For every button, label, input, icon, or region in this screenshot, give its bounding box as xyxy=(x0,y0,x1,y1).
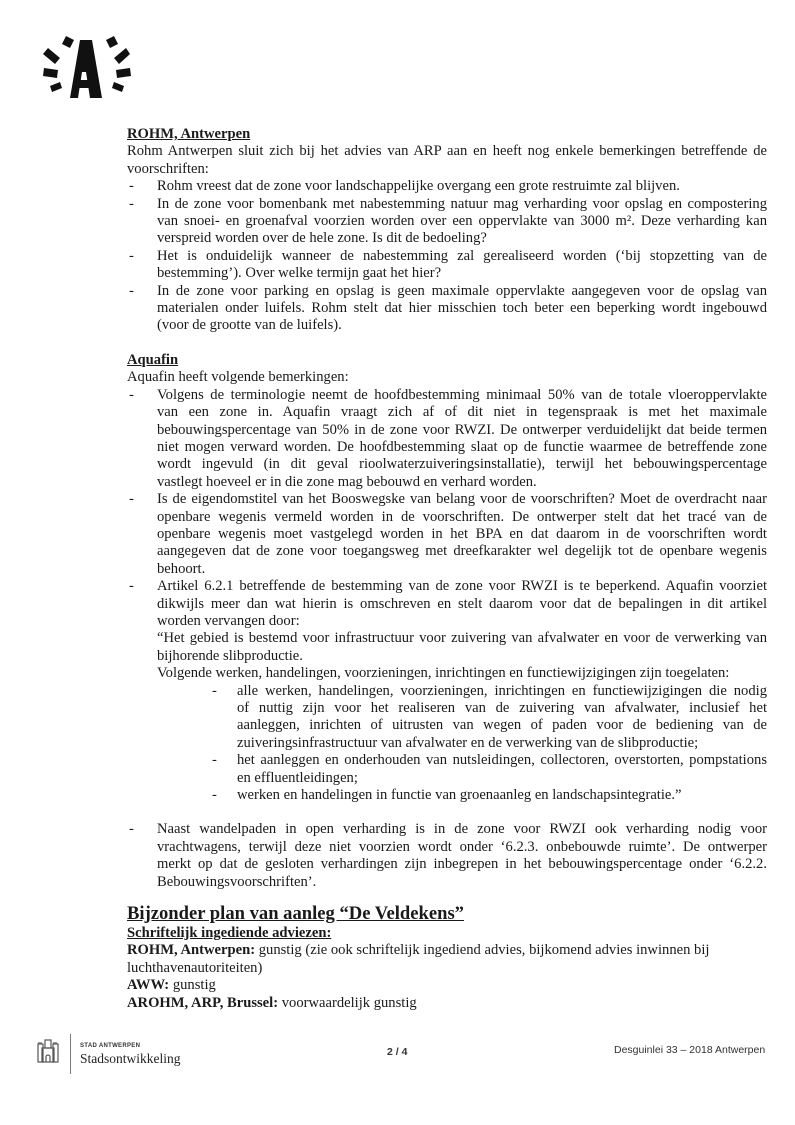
subbullet-line: en effluentleidingen; xyxy=(237,769,358,786)
bullet-line: Is de eigendomstitel van het Booswegske van belang voor de voorschriften? Moet de overdracht naar xyxy=(157,491,767,508)
rohm-intro-line: Rohm Antwerpen sluit zich bij het advies van ARP aan en heeft nog enkele bemerkingen betreffende de xyxy=(127,143,767,160)
bullet-line: Volgens de terminologie neemt de hoofdbestemming minimaal 50% van de totale vloeroppervlakte xyxy=(157,386,767,403)
bullet-line: merkt op dat de gesloten verhardingen zijn inbegrepen in het bebouwingspercentage onder ‘6.2.2. xyxy=(157,856,767,873)
advice-rohm-cont: luchthavenautoriteiten) xyxy=(127,959,263,976)
rohm-bullet: - In de zone voor bomenbank met nabestemming natuur mag verharding voor opslag en compostering van snoei- en groenafval voorzien worden over een oppervlakte van 3000 m². Deze verharding kan verspreid worden over de hele zone. Is dit de bedoeling? xyxy=(129,195,767,247)
bullet-line: niet mogen verward worden. De hoofdbestemming slaat op de functie waarmee de betreffende zone xyxy=(157,438,767,455)
aquafin-bullet: - Naast wandelpaden in open verharding is in de zone voor RWZI ook verharding nodig voor vrachtwagens, terwijl deze niet voorzien wordt onder ‘6.2.3. onbebouwde ruimte’. De ontwerper merkt op dat de gesloten verhardingen zijn inbegrepen in het bebouwingspercentage onder ‘6.2.2. Bebouwingsvoorschriften’. xyxy=(129,821,767,890)
rohm-bullet: - In de zone voor parking en opslag is geen maximale oppervlakte aangegeven voor de opslag van materialen onder luifels. Rohm stelt dat hier misschien toch beter een beperking wordt ingebouwd (voor de grootte van de luifels). xyxy=(129,282,767,334)
rohm-heading: ROHM, Antwerpen xyxy=(127,126,251,142)
bullet-line: van snoei- en groenafval voorzien worden over een oppervlakte van 3000 m². Deze verharding kan xyxy=(157,213,767,230)
plan-title: Bijzonder plan van aanleg “De Veldekens” xyxy=(127,903,464,925)
advice-arohm xyxy=(127,995,767,1012)
advice-value: gunstig xyxy=(169,977,216,994)
aquafin-bullet: - Artikel 6.2.1 betreffende de bestemming van de zone voor RWZI is te beperkend. Aquafin voorziet dikwijls meer dan wat hierin is omschreven en stelt daarom voor dat de bepalingen in dit artikel worden vervangen door: “Het gebied is bestemd voor infrastructuur voor zuivering van afvalwater en voor de verwerking van bijhorende slibproductie. Volgende werken, handelingen, voorzieningen, inrichtingen en functiewijzigingen zijn toegelaten: xyxy=(129,578,767,682)
bullet-line: bestemming’). Over welke termijn gaat het hier? xyxy=(157,265,442,282)
aquafin-subbullet: - alle werken, handelingen, voorzieningen, inrichtingen en functiewijzigingen die nodig of nuttig zijn voor het realiseren van de zuivering van afvalwater, inclusief het aanleggen, inrichten of uitrusten van wegen of paden voor de bediening van de zuiveringsinfrastructuur van afvalwater en de verwerking van de slibproductie; xyxy=(212,682,767,751)
bullet-line: “Het gebied is bestemd voor infrastructuur voor zuivering van afvalwater en voor de verwerking van xyxy=(157,630,767,647)
bullet-line: bebouwingspercentage van 50% in de zone voor RWZI. De ontwerper verduidelijkt dat beide termen xyxy=(157,421,767,438)
bullet-line: vastlegt hoeveel er in die zone mag bebouwd en verhard worden. xyxy=(157,473,537,490)
advice-rohm xyxy=(127,942,767,959)
aquafin-intro: Aquafin heeft volgende bemerkingen: xyxy=(127,369,349,386)
advice-value: voorwaardelijk gunstig xyxy=(278,994,417,1011)
bullet-line: worden vervangen door: xyxy=(157,612,300,629)
bullet-line: Het is onduidelijk wanneer de nabestemming zal gerealiseerd worden (‘bij stopzetting van de xyxy=(157,247,767,264)
antwerpen-logo-icon xyxy=(26,30,138,100)
advice-value: gunstig (zie ook schriftelijk ingediend advies, bijkomend advies inwinnen bij xyxy=(255,942,710,959)
footer-address: Desguinlei 33 – 2018 Antwerpen xyxy=(614,1044,766,1056)
bullet-line: wordt ingevuld (in dit geval rioolwaterzuiveringsinstallatie), terwijl het bebouwingspercentage xyxy=(157,456,767,473)
page-footer xyxy=(0,1030,795,1080)
plan-subheading: Schriftelijk ingediende adviezen: xyxy=(127,925,332,942)
bullet-line: vrachtwagens, terwijl deze niet voorzien wordt onder ‘6.2.3. onbebouwde ruimte’. De ontwerper xyxy=(157,838,767,855)
aquafin-bullet: - Volgens de terminologie neemt de hoofdbestemming minimaal 50% van de totale vloeroppervlakte van een zone in. Aquafin vraagt zich af of dit niet in tegenspraak is met het maximale bebouwingspercentage van 50% in de zone voor RWZI. De ontwerper verduidelijkt dat beide termen niet mogen verward worden. De hoofdbestemming slaat op de functie waarmee de betreffende zone wordt ingevuld (in dit geval rioolwaterzuiveringsinstallatie), terwijl het bebouwingspercentage vastlegt hoeveel er in die zone mag bebouwd en verhard worden. xyxy=(129,386,767,490)
org-small-label: STAD ANTWERPEN xyxy=(80,1043,141,1049)
advice-label: ROHM, Antwerpen: xyxy=(127,942,256,959)
advice-label: AWW: xyxy=(127,977,170,994)
footer-divider xyxy=(70,1034,71,1074)
subbullet-line: aanleggen, inrichten of uitrusten van wegen of paden voor de bediening van de xyxy=(237,717,767,734)
subbullet-line: het aanleggen en onderhouden van nutsleidingen, collectoren, overstorten, pompstations xyxy=(237,752,767,769)
city-crest-icon xyxy=(36,1038,60,1066)
rohm-intro-line: voorschriften: xyxy=(127,160,209,177)
page-number: 2 / 4 xyxy=(387,1046,408,1058)
subbullet-line: zuiveringsinfrastructuur van afvalwater en de verwerking van de slibproductie; xyxy=(237,734,699,751)
rohm-bullet: - Het is onduidelijk wanneer de nabestemming zal gerealiseerd worden (‘bij stopzetting van de bestemming’). Over welke termijn gaat het hier? xyxy=(129,247,767,282)
bullet-line: openbare wegenis vermeld worden in de voorschriften. De ontwerper stelt dat het tracé van de xyxy=(157,508,767,525)
bullet-line: verspreid worden over de hele zone. Is dit de bedoeling? xyxy=(157,230,487,247)
bullet-line: In de zone voor bomenbank met nabestemming natuur mag verharding voor opslag en compostering xyxy=(157,195,767,212)
aquafin-bullet: - Is de eigendomstitel van het Booswegske van belang voor de voorschriften? Moet de overdracht naar openbare wegenis vermeld worden in de voorschriften. De ontwerper stelt dat het tracé van de openbare wegenis moet vastgelegd worden in het BPA en dat daarom in de voorschriften wordt aangegeven dat de zone voor toegangsweg met dreefkarakter wel degelijk tot de openbare wegenis behoort. xyxy=(129,491,767,577)
subbullet-line: of nuttig zijn voor het realiseren van de zuivering van afvalwater, inclusief het xyxy=(237,700,767,716)
bullet-line: (voor de grootte van de luifels). xyxy=(157,317,342,334)
bullet-line: van een zone in. Aquafin vraagt zich af of dit niet in tegenspraak is met het maximale xyxy=(157,404,767,421)
bullet-line: bijhorende slibproductie. xyxy=(157,647,303,664)
advice-aww xyxy=(127,977,767,994)
bullet-line: materialen onder luifels. Rohm stelt dat hier misschien toch beter een beperking wordt ingebouwd xyxy=(157,300,767,317)
bullet-line: dikwijls meer dan wat hierin is omschreven en stelt daarom voor dat de bepalingen in dit artikel xyxy=(157,595,767,612)
aquafin-subbullet: - het aanleggen en onderhouden van nutsleidingen, collectoren, overstorten, pompstations en effluentleidingen; xyxy=(212,752,767,786)
bullet-line: In de zone voor parking en opslag is geen maximale oppervlakte aangegeven voor de opslag van xyxy=(157,282,767,299)
aquafin-subbullet: - werken en handelingen in functie van groenaanleg en landschapsintegratie.” xyxy=(127,787,767,804)
bullet-line: aangegeven dat de zone voor toegangsweg met dreefkarakter wel degelijk tot de openbare wegenis xyxy=(157,543,767,560)
aquafin-heading: Aquafin xyxy=(127,351,179,368)
subbullet-line: werken en handelingen in functie van groenaanleg en landschapsintegratie.” xyxy=(237,787,682,804)
advice-label: AROHM, ARP, Brussel: xyxy=(127,994,279,1011)
rohm-bullet: - Rohm vreest dat de zone voor landschappelijke overgang een grote restruimte zal blijven. xyxy=(127,178,767,195)
org-name: Stadsontwikkeling xyxy=(80,1051,181,1066)
bullet-line: Rohm vreest dat de zone voor landschappelijke overgang een grote restruimte zal blijven. xyxy=(157,178,680,195)
document-body xyxy=(127,126,767,1012)
bullet-line: Artikel 6.2.1 betreffende de bestemming van de zone voor RWZI is te beperkend. Aquafin voorziet xyxy=(157,578,767,595)
bullet-line: Naast wandelpaden in open verharding is in de zone voor RWZI ook verharding nodig voor xyxy=(157,821,767,838)
bullet-line: openbare wegenis moet vastgelegd worden in het BPA en dat daarom in de voorschriften wordt xyxy=(157,525,767,542)
subbullet-line: alle werken, handelingen, voorzieningen, inrichtingen en functiewijzigingen die nodig xyxy=(237,682,767,699)
bullet-line: Volgende werken, handelingen, voorzieningen, inrichtingen en functiewijzigingen zijn toegelaten: xyxy=(157,665,730,682)
bullet-line: behoort. xyxy=(157,560,206,577)
bullet-line: Bebouwingsvoorschriften’. xyxy=(157,873,317,890)
